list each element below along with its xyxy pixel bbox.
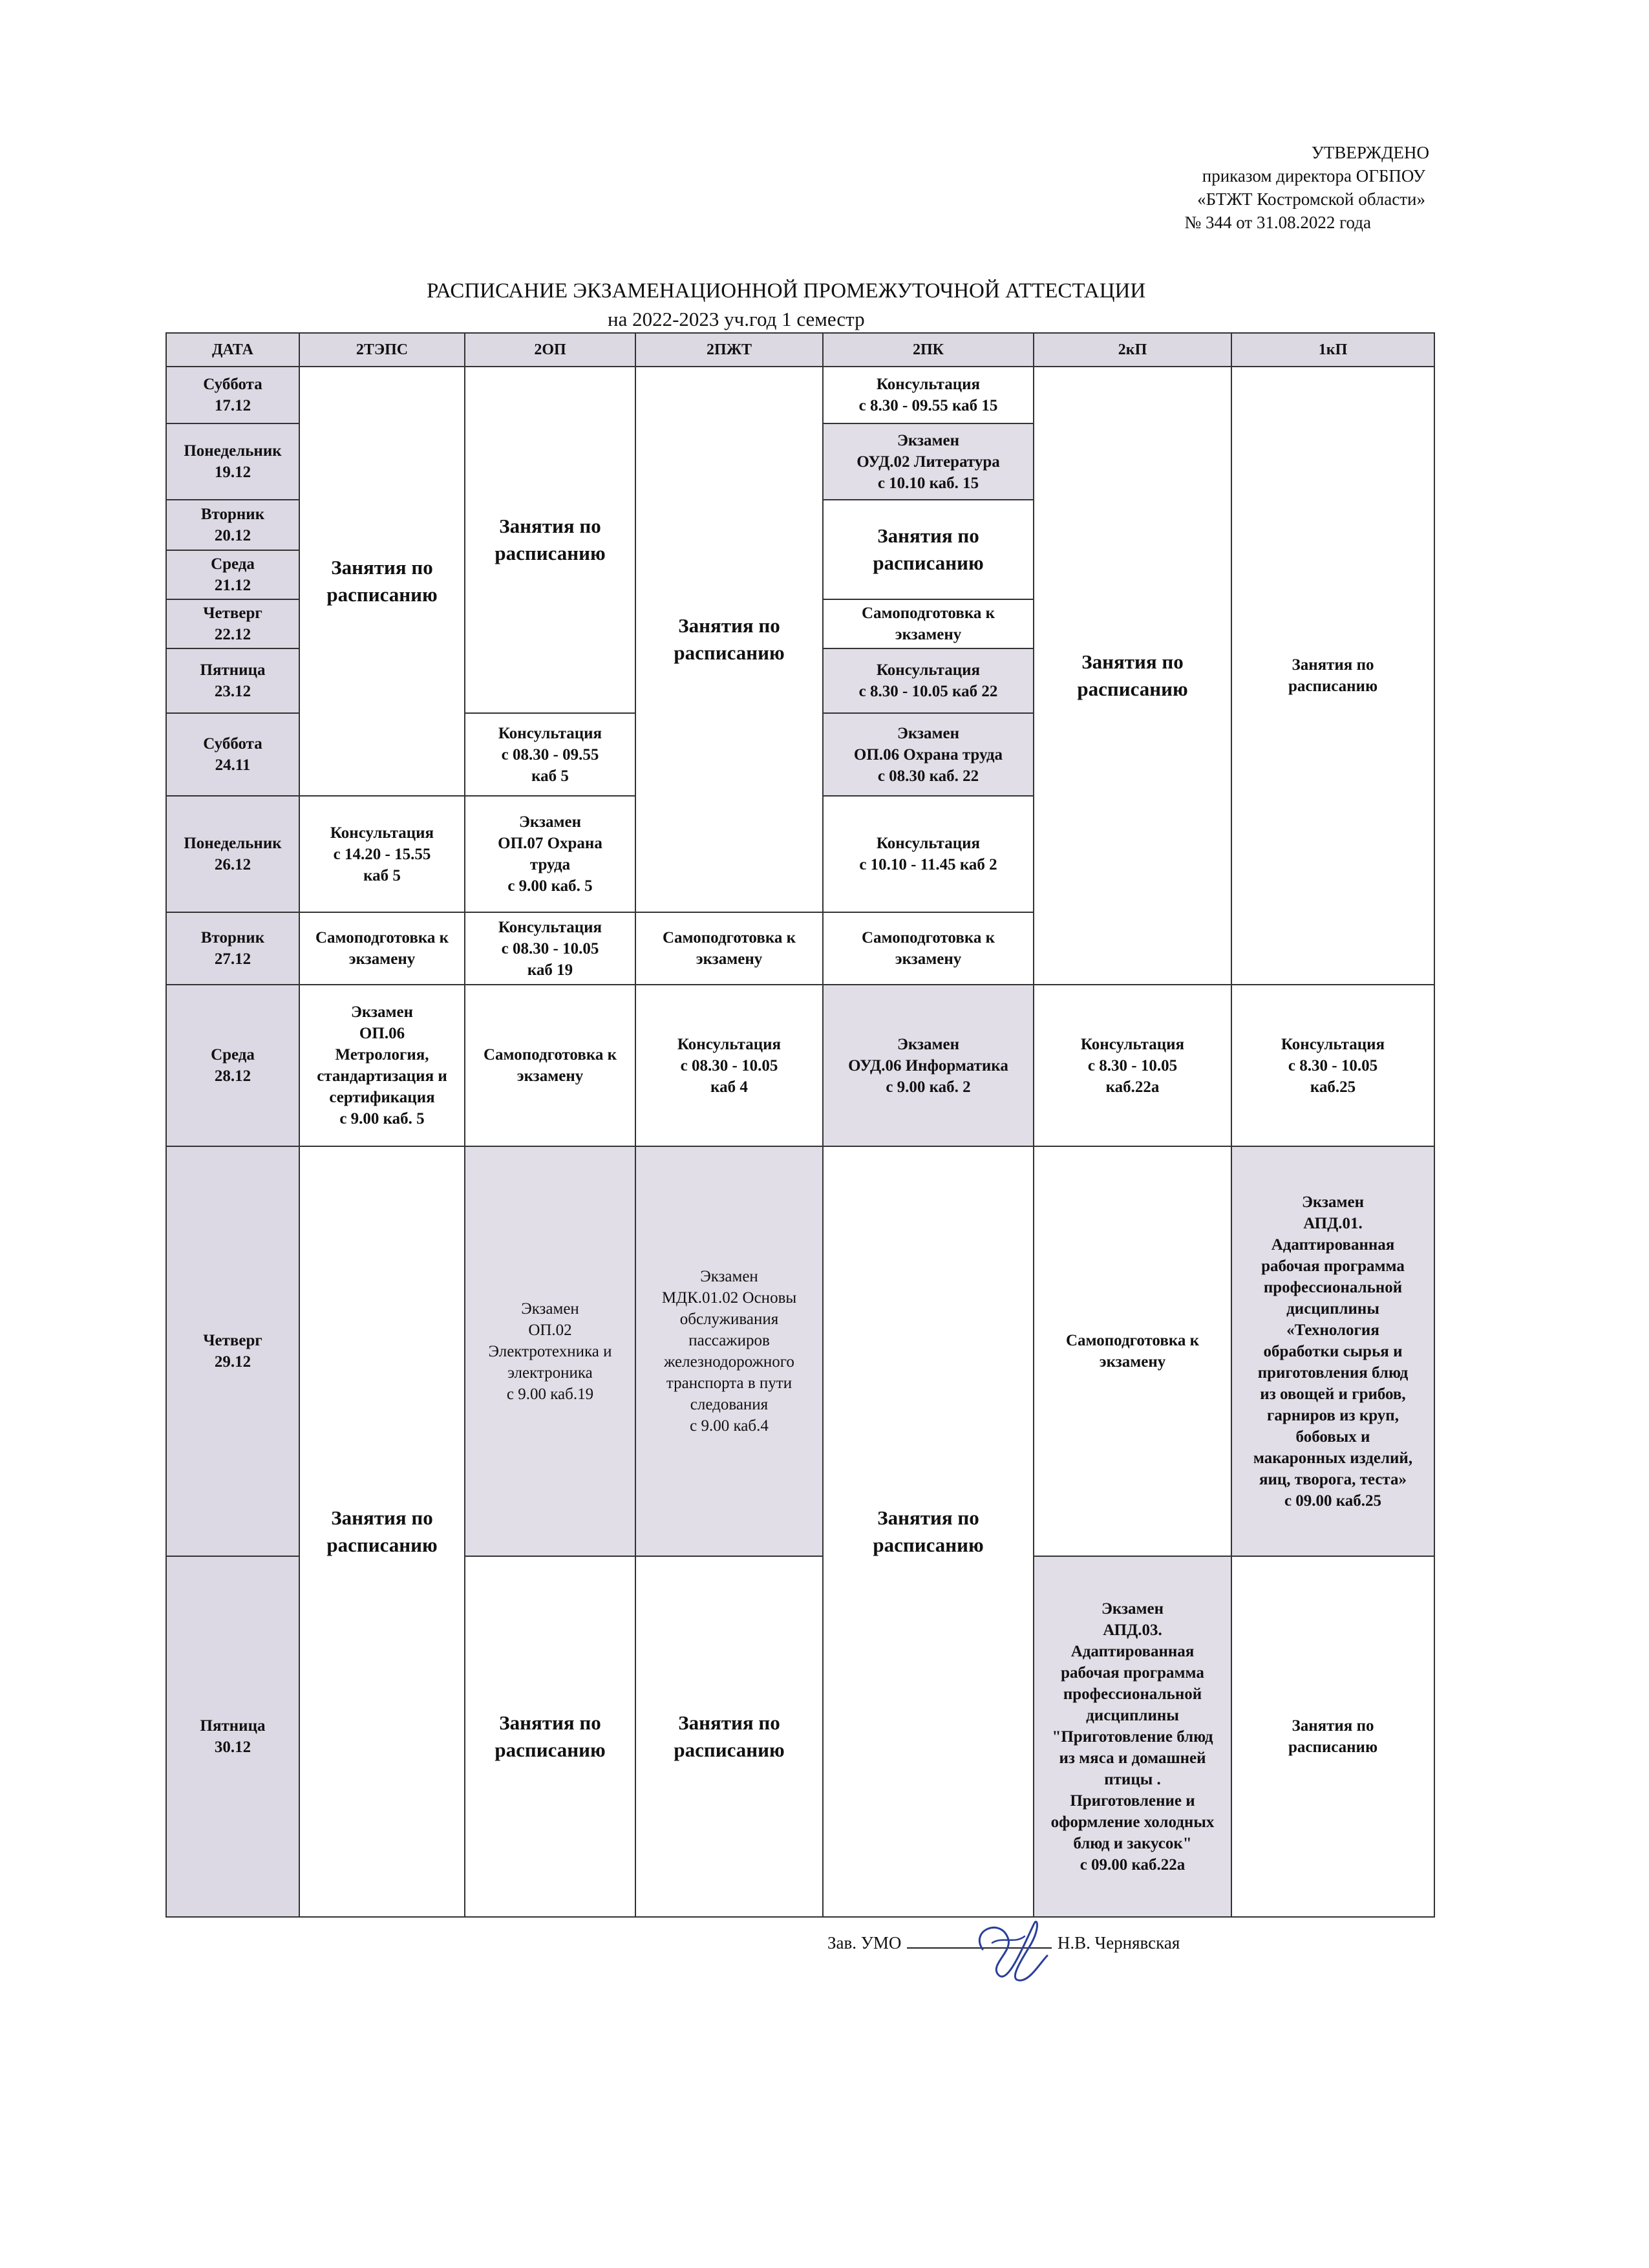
cell-text-line: электроника — [507, 1364, 593, 1382]
cell-text-line: АПД.01. — [1303, 1214, 1363, 1232]
date-cell — [166, 599, 299, 648]
date-cell — [166, 648, 299, 713]
cell-text-line: Консультация — [876, 661, 981, 679]
cell-text-line: экзамену — [895, 950, 962, 968]
cell-text-line: Пятница — [200, 1717, 266, 1735]
schedule-cell — [1034, 985, 1231, 1146]
date-cell — [166, 713, 299, 796]
schedule-cell — [635, 1146, 823, 1556]
cell-text-line: Адаптированная — [1271, 1236, 1395, 1254]
cell-text-line: следования — [690, 1396, 769, 1413]
cell-text-line: Самоподготовка к — [862, 929, 995, 947]
cell-text-line: Консультация — [677, 1035, 782, 1053]
cell-text-line: Метрология, — [335, 1046, 429, 1064]
schedule-cell — [465, 367, 635, 713]
cell-text-line: Самоподготовка к — [663, 929, 796, 947]
cell-text-line: сертификация — [329, 1089, 435, 1106]
schedule-cell — [823, 367, 1034, 423]
cell-text-line: Адаптированная — [1070, 1642, 1195, 1660]
cell-text-line: оформление холодных — [1050, 1813, 1215, 1831]
date-cell — [166, 1556, 299, 1917]
cell-text-line: расписанию — [1077, 678, 1188, 700]
cell-text-line: Среда — [211, 555, 255, 573]
col-header-2kp: 2кП — [1034, 333, 1231, 367]
table-row — [166, 1146, 1434, 1556]
cell-text-line: Занятия по — [678, 1711, 780, 1734]
cell-text-line: с 9.00 каб. 5 — [507, 877, 593, 895]
cell-text-line: 22.12 — [214, 626, 251, 643]
cell-text-line: с 8.30 - 10.05 каб 22 — [858, 683, 998, 700]
date-cell — [166, 912, 299, 985]
cell-text-line: Занятия по — [678, 614, 780, 637]
cell-text-line: расписанию — [495, 1738, 606, 1761]
signature-position: Зав. УМО — [827, 1933, 902, 1952]
cell-text-line: Вторник — [200, 506, 265, 523]
cell-text-line: 30.12 — [214, 1738, 251, 1756]
schedule-cell — [465, 796, 635, 912]
cell-text-line: с 08.30 - 10.05 — [680, 1056, 778, 1075]
cell-text-line: каб.25 — [1310, 1078, 1356, 1096]
cell-text-line: Консультация — [876, 376, 981, 393]
cell-text-line: МДК.01.02 Основы — [661, 1289, 797, 1307]
schedule-cell — [1034, 367, 1231, 985]
cell-text-line: Самоподготовка к — [315, 929, 449, 947]
cell-text-line: Экзамен — [897, 724, 960, 742]
cell-text-line: птицы . — [1104, 1770, 1161, 1788]
cell-text-line: экзамену — [895, 626, 962, 643]
date-cell — [166, 423, 299, 500]
cell-text-line: 28.12 — [214, 1067, 251, 1085]
cell-text-line: "Приготовление блюд — [1052, 1728, 1213, 1746]
cell-text-line: Занятия по — [1081, 650, 1184, 673]
schedule-cell — [299, 985, 465, 1146]
cell-text-line: с 9.00 каб.4 — [690, 1417, 769, 1435]
cell-text-line: каб 5 — [363, 866, 401, 884]
cell-text-line: экзамену — [516, 1067, 584, 1085]
cell-text-line: стандартизация и — [317, 1067, 447, 1085]
cell-text-line: АПД.03. — [1103, 1621, 1162, 1639]
cell-text-line: расписанию — [495, 542, 606, 564]
cell-text-line: расписанию — [326, 1534, 438, 1556]
schedule-cell — [635, 367, 823, 912]
cell-text-line: рабочая программа — [1061, 1664, 1204, 1682]
cell-text-line: макаронных изделий, — [1253, 1449, 1413, 1467]
cell-text-line: гарниров из круп, — [1267, 1406, 1399, 1424]
approval-order: приказом директора ОГБПОУ — [1202, 166, 1425, 186]
cell-text-line: пассажиров — [688, 1332, 770, 1349]
cell-text-line: с 08.30 - 10.05 — [501, 939, 599, 957]
cell-text-line: профессиональной — [1063, 1685, 1202, 1703]
cell-text-line: Экзамен — [700, 1268, 758, 1285]
cell-text-line: Занятия по — [1292, 1717, 1374, 1735]
cell-text-line: бобовых и — [1295, 1428, 1370, 1446]
cell-text-line: ОП.07 Охрана — [498, 835, 602, 852]
cell-text-line: 26.12 — [214, 856, 251, 873]
cell-text-line: Экзамен — [521, 1300, 579, 1318]
col-header-2op: 2ОП — [465, 333, 635, 367]
schedule-cell — [823, 912, 1034, 985]
cell-text-line: обслуживания — [679, 1311, 779, 1328]
cell-text-line: экзамену — [696, 950, 763, 968]
cell-text-line: Занятия по — [877, 1506, 979, 1529]
cell-text-line: транспорта в пути — [666, 1375, 793, 1392]
cell-text-line: с 08.30 - 09.55 — [501, 745, 599, 764]
cell-text-line: яиц, творога, теста» — [1259, 1470, 1407, 1488]
col-header-2teps: 2ТЭПС — [299, 333, 465, 367]
schedule-cell — [823, 423, 1034, 500]
cell-text-line: Пятница — [200, 661, 266, 679]
cell-text-line: Приготовление и — [1070, 1792, 1195, 1810]
date-cell — [166, 367, 299, 423]
cell-text-line: Электротехника и — [488, 1342, 612, 1360]
col-header-2pk: 2ПК — [823, 333, 1034, 367]
cell-text-line: экзамену — [348, 950, 416, 968]
cell-text-line: Экзамен — [897, 431, 960, 449]
schedule-cell — [823, 713, 1034, 796]
schedule-cell — [823, 985, 1034, 1146]
title-main: РАСПИСАНИЕ ЭКЗАМЕНАЦИОННОЙ ПРОМЕЖУТОЧНОЙ АТТЕСТАЦИИ — [427, 279, 1146, 303]
cell-text-line: из мяса и домашней — [1059, 1749, 1206, 1767]
schedule-cell — [823, 1146, 1034, 1917]
date-cell — [166, 796, 299, 912]
cell-text-line: Занятия по — [499, 1711, 601, 1734]
cell-text-line: 24.11 — [215, 756, 251, 774]
schedule-cell — [1231, 1146, 1434, 1556]
cell-text-line: Четверг — [203, 1332, 262, 1349]
cell-text-line: Занятия по — [331, 1506, 433, 1529]
cell-text-line: с 9.00 каб. 5 — [339, 1110, 425, 1128]
cell-text-line: Занятия по — [331, 556, 433, 579]
cell-text-line: с 9.00 каб. 2 — [886, 1078, 971, 1096]
cell-text-line: 27.12 — [214, 950, 251, 968]
cell-text-line: 20.12 — [214, 527, 251, 544]
cell-text-line: «Технология — [1286, 1321, 1379, 1339]
cell-text-line: 19.12 — [214, 464, 251, 481]
cell-text-line: 23.12 — [214, 683, 251, 700]
schedule-cell — [1231, 367, 1434, 985]
exam-schedule-table — [165, 332, 1435, 1918]
cell-text-line: каб.22а — [1105, 1078, 1160, 1096]
cell-text-line: Среда — [211, 1046, 255, 1064]
cell-text-line: труда — [529, 856, 571, 873]
title-sub: на 2022-2023 уч.год 1 семестр — [608, 308, 865, 330]
col-header-date: ДАТА — [166, 333, 299, 367]
cell-text-line: с 09.00 каб.22а — [1080, 1856, 1186, 1874]
cell-text-line: ОУД.06 Информатика — [848, 1056, 1008, 1075]
header-row — [166, 333, 1434, 367]
cell-text-line: 17.12 — [214, 397, 251, 414]
cell-text-line: с 10.10 каб. 15 — [877, 474, 979, 492]
cell-text-line: расписанию — [674, 641, 785, 664]
cell-text-line: каб 19 — [527, 961, 573, 979]
cell-text-line: ОУД.02 Литература — [856, 453, 1000, 471]
cell-text-line: расписанию — [873, 1534, 984, 1556]
schedule-cell — [465, 1146, 635, 1556]
cell-text-line: с 8.30 - 10.05 — [1288, 1056, 1378, 1075]
cell-text-line: с 8.30 - 10.05 — [1087, 1056, 1178, 1075]
cell-text-line: Понедельник — [184, 442, 282, 460]
col-header-1kp: 1кП — [1231, 333, 1434, 367]
cell-text-line: Консультация — [498, 918, 602, 936]
cell-text-line: Суббота — [203, 376, 262, 393]
schedule-cell — [299, 912, 465, 985]
cell-text-line: Консультация — [876, 835, 981, 852]
schedule-cell — [299, 367, 465, 796]
schedule-cell — [823, 796, 1034, 912]
cell-text-line: расписанию — [1288, 678, 1378, 695]
schedule-cell — [299, 1146, 465, 1917]
cell-text-line: с 9.00 каб.19 — [506, 1385, 594, 1403]
schedule-cell — [635, 985, 823, 1146]
cell-text-line: железнодорожного — [664, 1353, 794, 1371]
cell-text-line: Понедельник — [184, 835, 282, 852]
schedule-cell — [1231, 1556, 1434, 1917]
schedule-cell — [635, 912, 823, 985]
cell-text-line: Вторник — [200, 929, 265, 947]
cell-text-line: с 10.10 - 11.45 каб 2 — [859, 856, 997, 873]
schedule-cell — [465, 985, 635, 1146]
cell-text-line: Самоподготовка к — [484, 1046, 617, 1064]
cell-text-line: Суббота — [203, 735, 262, 753]
cell-text-line: блюд и закусок" — [1073, 1834, 1192, 1852]
cell-text-line: расписанию — [674, 1738, 785, 1761]
col-header-2pzht: 2ПЖТ — [635, 333, 823, 367]
cell-text-line: Консультация — [330, 824, 434, 842]
table-row — [166, 367, 1434, 423]
cell-text-line: приготовления блюд — [1257, 1364, 1409, 1382]
cell-text-line: Экзамен — [897, 1035, 960, 1053]
cell-text-line: экзамену — [1099, 1353, 1166, 1371]
approval-heading: УТВЕРЖДЕНО — [1311, 143, 1429, 162]
cell-text-line: каб 5 — [531, 767, 569, 785]
cell-text-line: Самоподготовка к — [862, 604, 995, 622]
cell-text-line: Занятия по — [1292, 656, 1374, 674]
cell-text-line: ОП.06 Охрана труда — [853, 745, 1003, 764]
cell-text-line: с 08.30 каб. 22 — [877, 767, 979, 785]
cell-text-line: ОП.06 — [359, 1025, 405, 1042]
approval-block — [1184, 141, 1429, 234]
date-cell — [166, 1146, 299, 1556]
schedule-cell — [1034, 1146, 1231, 1556]
schedule-cell — [1231, 985, 1434, 1146]
cell-text-line: из овощей и грибов, — [1260, 1385, 1406, 1403]
cell-text-line: Экзамен — [1301, 1193, 1365, 1211]
schedule-cell — [465, 713, 635, 796]
cell-text-line: 29.12 — [214, 1353, 251, 1371]
cell-text-line: Экзамен — [1101, 1599, 1164, 1618]
cell-text-line: с 09.00 каб.25 — [1284, 1492, 1382, 1510]
cell-text-line: с 8.30 - 09.55 каб 15 — [858, 397, 998, 414]
schedule-cell — [465, 1556, 635, 1917]
cell-text-line: рабочая программа — [1261, 1257, 1405, 1275]
approval-organization: «БТЖТ Костромской области» — [1197, 189, 1425, 209]
schedule-cell — [823, 599, 1034, 648]
cell-text-line: расписанию — [1288, 1738, 1378, 1756]
cell-text-line: Экзамен — [350, 1003, 414, 1021]
cell-text-line: каб 4 — [710, 1078, 748, 1096]
handwritten-signature — [963, 1904, 1060, 1995]
schedule-cell — [299, 796, 465, 912]
schedule-cell — [823, 500, 1034, 599]
cell-text-line: Четверг — [203, 604, 262, 622]
table-row — [166, 985, 1434, 1146]
cell-text-line: Экзамен — [518, 813, 582, 831]
cell-text-line: обработки сырья и — [1263, 1342, 1403, 1360]
cell-text-line: Консультация — [1281, 1035, 1385, 1053]
cell-text-line: Самоподготовка к — [1066, 1332, 1199, 1349]
schedule-cell — [823, 648, 1034, 713]
cell-text-line: 21.12 — [214, 577, 251, 594]
date-cell — [166, 985, 299, 1146]
cell-text-line: Консультация — [498, 724, 602, 742]
schedule-cell — [1034, 1556, 1231, 1917]
schedule-cell — [465, 912, 635, 985]
cell-text-line: профессиональной — [1263, 1278, 1403, 1296]
cell-text-line: ОП.02 — [528, 1321, 572, 1339]
date-cell — [166, 550, 299, 599]
cell-text-line: Занятия по — [877, 524, 979, 547]
schedule-cell — [635, 1556, 823, 1917]
cell-text-line: дисциплины — [1286, 1300, 1379, 1318]
date-cell — [166, 500, 299, 550]
cell-text-line: Консультация — [1080, 1035, 1185, 1053]
approval-number: № 344 от 31.08.2022 года — [1184, 213, 1371, 232]
cell-text-line: с 14.20 - 15.55 — [333, 845, 431, 863]
signature-name: Н.В. Чернявская — [1057, 1933, 1180, 1952]
cell-text-line: расписанию — [873, 551, 984, 574]
cell-text-line: дисциплины — [1086, 1706, 1179, 1724]
cell-text-line: Занятия по — [499, 515, 601, 537]
cell-text-line: расписанию — [326, 583, 438, 606]
